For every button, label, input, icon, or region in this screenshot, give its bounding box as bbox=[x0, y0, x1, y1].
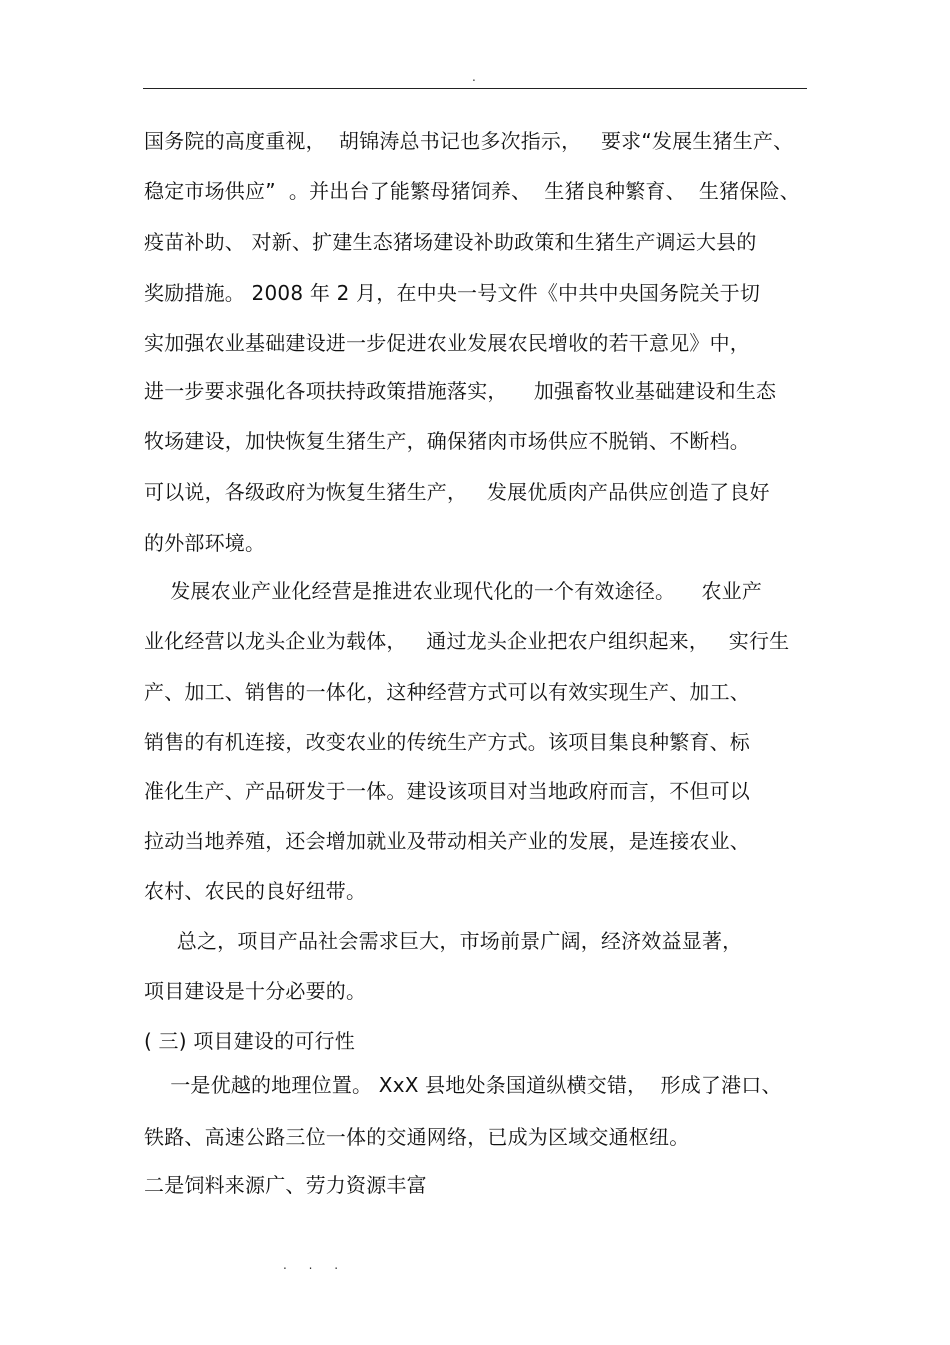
body-line: 销售的有机连接，改变农业的传统生产方式。该项目集良种繁育、标 bbox=[144, 730, 750, 754]
body-line: 的外部环境。 bbox=[144, 531, 266, 555]
section-heading: ( 三) 项目建设的可行性 bbox=[144, 1029, 355, 1053]
body-line: 发展农业产业化经营是推进农业现代化的一个有效途径。 农业产 bbox=[144, 579, 763, 603]
body-line: 准化生产、产品研发于一体。建设该项目对当地政府而言，不但可以 bbox=[144, 779, 750, 803]
body-line: 进一步要求强化各项扶持政策措施落实， 加强畜牧业基础建设和生态 bbox=[144, 379, 777, 403]
body-line: 牧场建设，加快恢复生猪生产，确保猪肉市场供应不脱销、不断档。 bbox=[144, 429, 750, 453]
body-line: 一是优越的地理位置。 XxX 县地处条国道纵横交错， 形成了港口、 bbox=[144, 1073, 782, 1097]
body-line: 拉动当地养殖，还会增加就业及带动相关产业的发展，是连接农业、 bbox=[144, 829, 750, 853]
body-line: 业化经营以龙头企业为载体， 通过龙头企业把农户组织起来， 实行生 bbox=[144, 629, 790, 653]
body-line: 疫苗补助、 对新、扩建生态猪场建设补助政策和生猪生产调运大县的 bbox=[144, 230, 757, 254]
body-line: 稳定市场供应” 。并出台了能繁母猪饲养、 生猪良种繁育、 生猪保险、 bbox=[144, 179, 800, 203]
body-line: 奖励措施。 2008 年 2 月，在中央一号文件《中共中央国务院关于切 bbox=[144, 281, 761, 305]
footer-mark: . . . bbox=[283, 1258, 348, 1272]
body-line: 国务院的高度重视， 胡锦涛总书记也多次指示， 要求“发展生猪生产、 bbox=[144, 129, 794, 153]
body-line: 农村、农民的良好纽带。 bbox=[144, 879, 367, 903]
header-rule bbox=[143, 88, 807, 89]
body-line: 实加强农业基础建设进一步促进农业发展农民增收的若干意见》中， bbox=[144, 331, 750, 355]
body-line: 铁路、高速公路三位一体的交通网络，已成为区域交通枢纽。 bbox=[144, 1125, 690, 1149]
header-mark: . bbox=[472, 70, 476, 84]
body-line: 项目建设是十分必要的。 bbox=[144, 979, 367, 1003]
body-line: 总之，项目产品社会需求巨大，市场前景广阔，经济效益显著， bbox=[144, 929, 743, 953]
body-line: 产、加工、销售的一体化，这种经营方式可以有效实现生产、加工、 bbox=[144, 680, 750, 704]
body-line: 二是饲料来源广、劳力资源丰富 bbox=[144, 1173, 427, 1197]
body-line: 可以说，各级政府为恢复生猪生产， 发展优质肉产品供应创造了良好 bbox=[144, 480, 770, 504]
